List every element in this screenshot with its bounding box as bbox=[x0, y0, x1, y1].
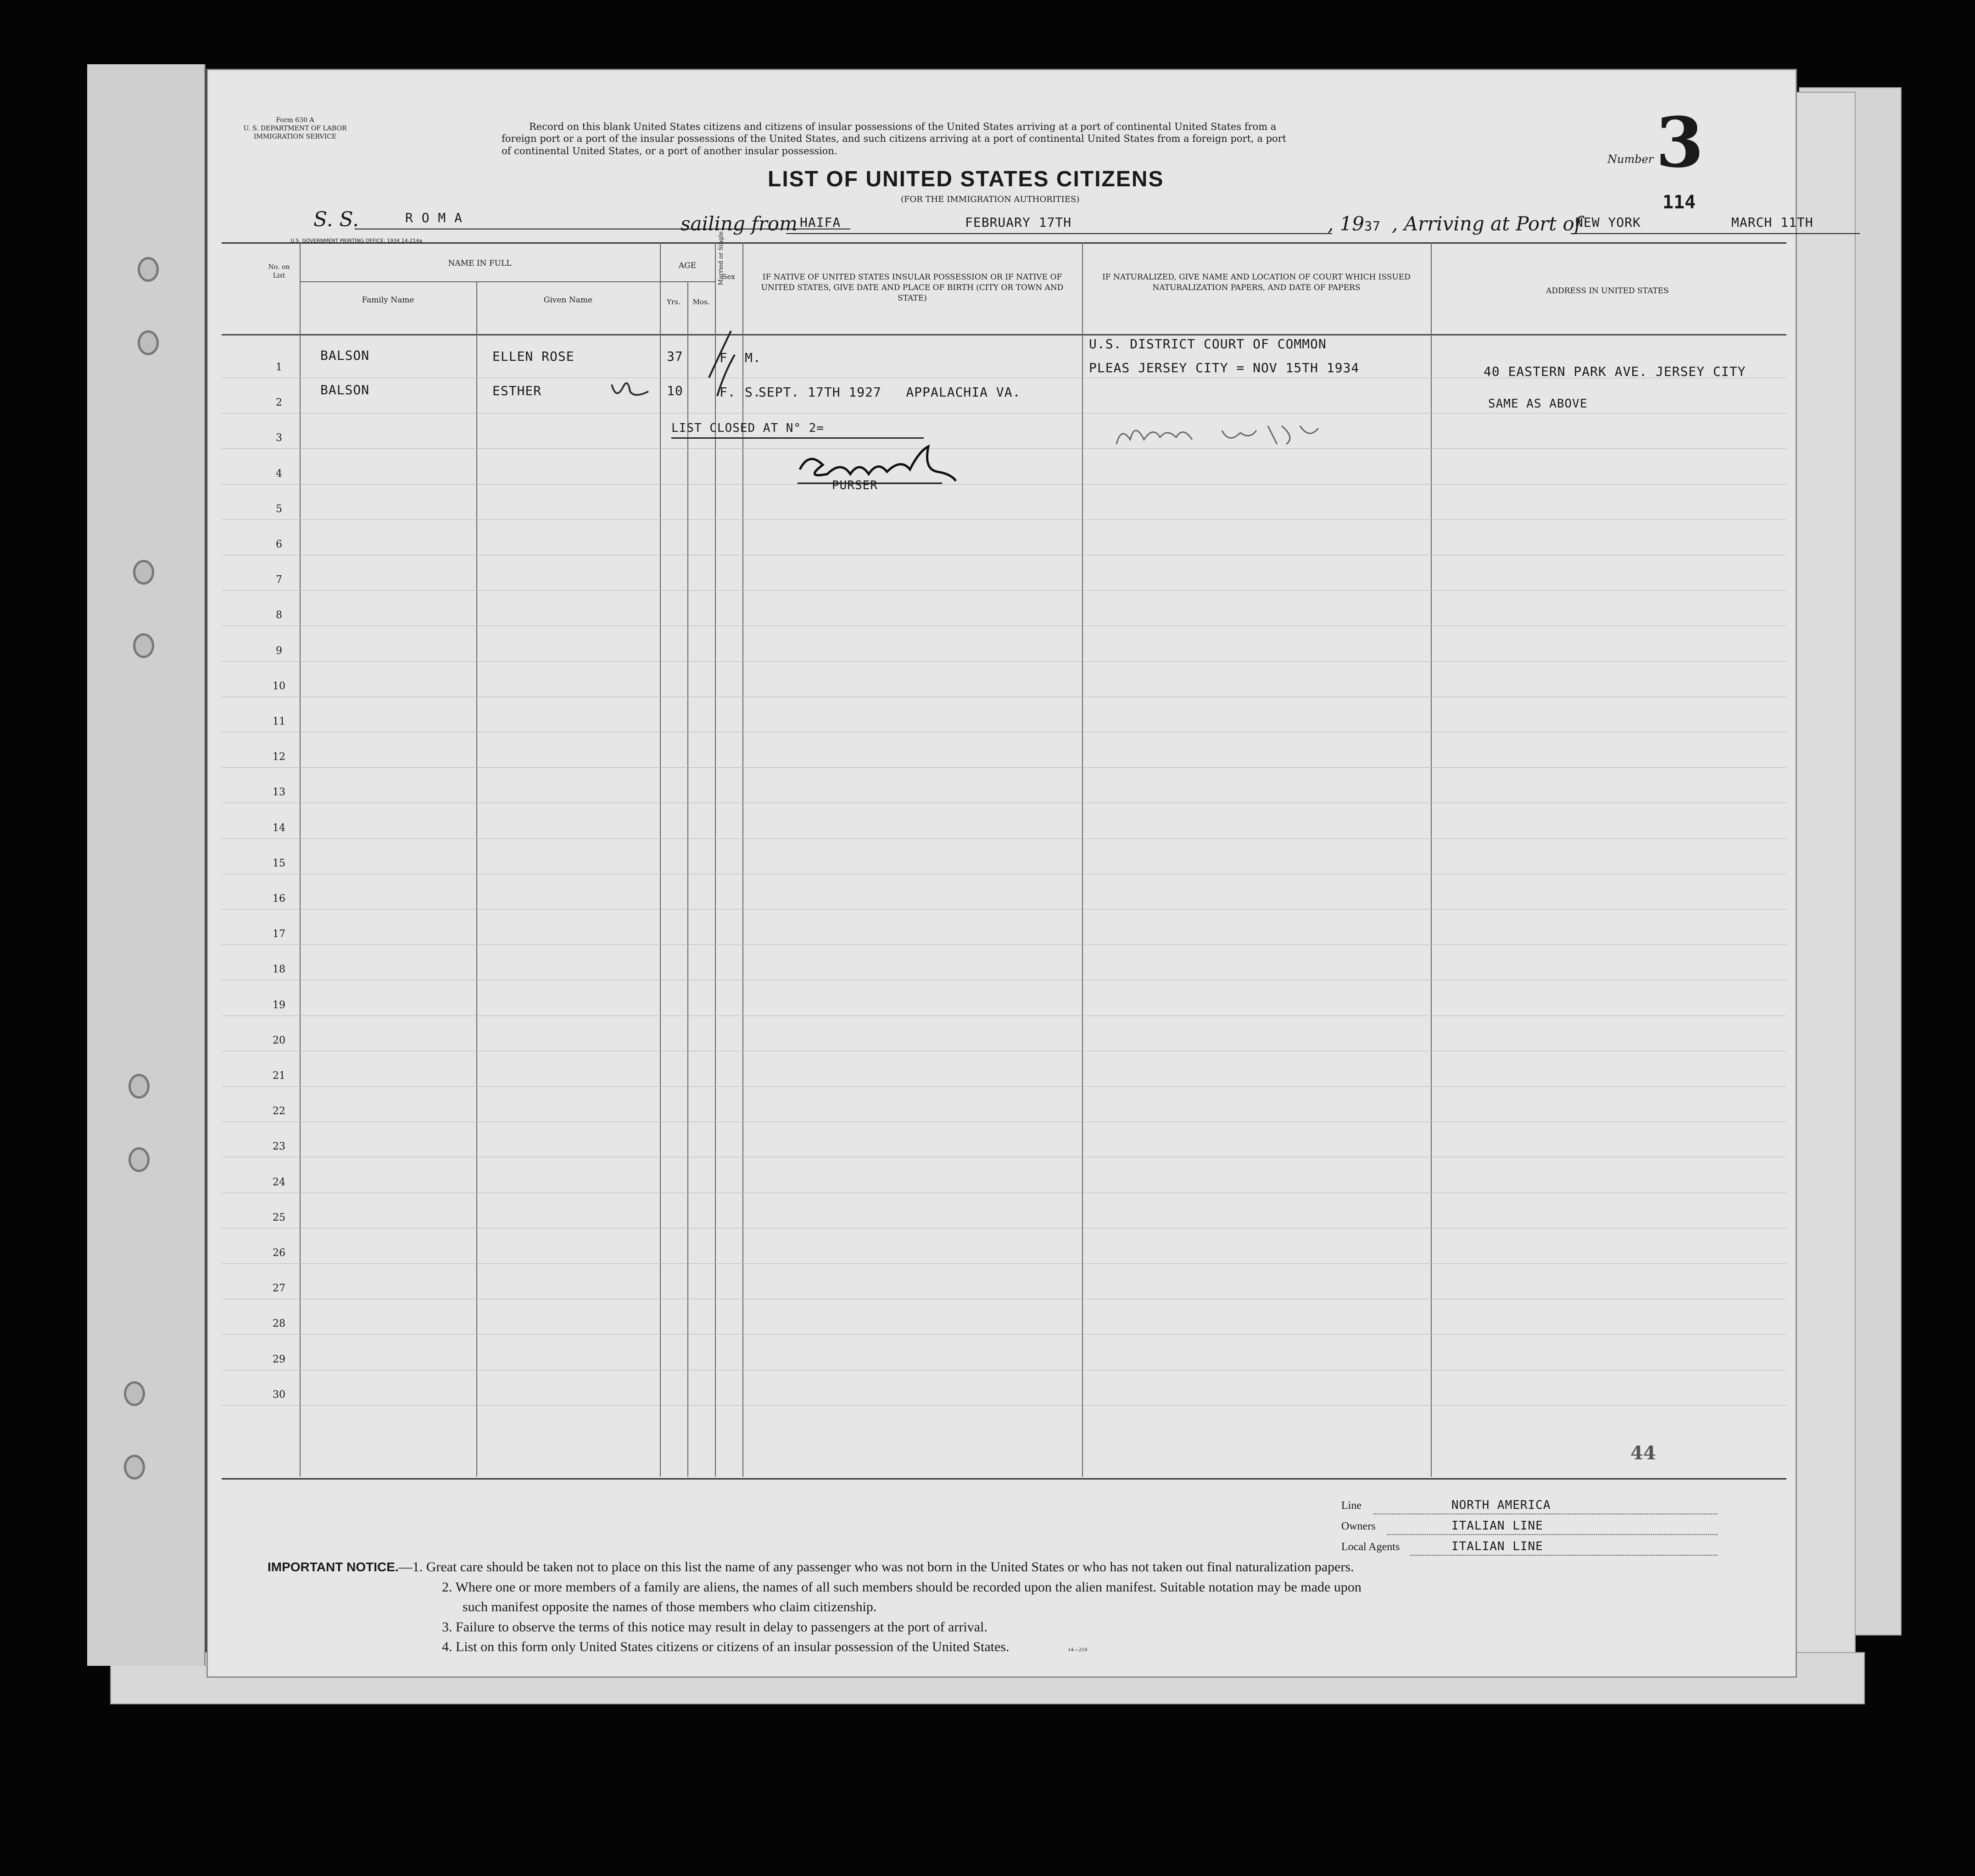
line-underline bbox=[1373, 1513, 1718, 1514]
header-rule bbox=[222, 334, 1786, 335]
binder-hole bbox=[128, 1147, 150, 1172]
year-prefix: , 19 bbox=[1328, 212, 1365, 235]
col-header-address: ADDRESS IN UNITED STATES bbox=[1546, 286, 1669, 296]
age-subrule bbox=[660, 281, 715, 282]
form-id-block bbox=[235, 116, 355, 141]
table-frame bbox=[222, 242, 1786, 1480]
row-1-married: M. bbox=[745, 350, 761, 365]
row-number: 23 bbox=[273, 1141, 285, 1153]
ruled-line bbox=[222, 448, 1786, 449]
owners-value: ITALIAN LINE bbox=[1451, 1519, 1543, 1533]
row-number: 25 bbox=[273, 1212, 285, 1223]
row-number: 4 bbox=[276, 468, 282, 480]
row-number: 21 bbox=[273, 1070, 285, 1082]
row-2-age: 10 bbox=[667, 383, 683, 398]
agents-label: Local Agents bbox=[1341, 1541, 1400, 1553]
col-header-family: Family Name bbox=[362, 296, 414, 305]
row-number: 24 bbox=[273, 1176, 285, 1188]
row-number: 15 bbox=[273, 857, 285, 869]
row-number: 10 bbox=[273, 680, 285, 692]
notice-heading: IMPORTANT NOTICE. bbox=[268, 1560, 399, 1574]
col-rule bbox=[1082, 242, 1083, 1477]
col-header-age: AGE bbox=[678, 261, 697, 270]
row-number: 7 bbox=[276, 574, 282, 586]
number-marker bbox=[1607, 102, 1704, 183]
ledger-binding bbox=[87, 64, 206, 1666]
row-2-married: S. bbox=[745, 385, 761, 400]
line-label: Line bbox=[1341, 1500, 1361, 1512]
binder-hole bbox=[128, 1074, 150, 1099]
row-number: 29 bbox=[273, 1353, 285, 1365]
col-header-given: Given Name bbox=[543, 296, 593, 305]
row-number: 30 bbox=[273, 1389, 285, 1401]
ruled-line bbox=[222, 625, 1786, 626]
row-2-given: ESTHER bbox=[492, 383, 542, 398]
row-number: 13 bbox=[273, 787, 285, 798]
agents-underline bbox=[1410, 1555, 1718, 1556]
row-number: 28 bbox=[273, 1318, 285, 1330]
list-closed-underline bbox=[671, 437, 924, 439]
ruled-line bbox=[222, 519, 1786, 520]
ruled-line bbox=[222, 1086, 1786, 1087]
col-header-naturalized: IF NATURALIZED, GIVE NAME AND LOCATION OF COURT WHICH ISSUED NATURALIZATION PAPERS, AND DATE OF PAPERS bbox=[1102, 273, 1411, 292]
given-name-check-mark bbox=[603, 373, 658, 410]
list-closed-note: LIST CLOSED AT N° 2= bbox=[671, 421, 825, 435]
name-subrule bbox=[300, 281, 660, 282]
departure-underline bbox=[786, 233, 1332, 234]
row-number: 17 bbox=[273, 928, 285, 940]
ruled-line bbox=[222, 590, 1786, 591]
year-value: 37 bbox=[1364, 218, 1381, 234]
departure-port: HAIFA bbox=[800, 215, 841, 230]
arriving-label: , Arriving at Port of bbox=[1392, 212, 1582, 235]
purser-label: PURSER bbox=[832, 479, 878, 492]
binder-hole bbox=[138, 257, 159, 282]
row-number: 26 bbox=[273, 1247, 285, 1259]
row-number: 12 bbox=[273, 751, 285, 763]
col-rule bbox=[300, 242, 301, 1477]
instruction-line: Record on this blank United States citizens and citizens of insular possessions of the United States arriving at a port of continental United States from a bbox=[529, 121, 1277, 132]
row-number: 5 bbox=[276, 503, 282, 515]
row-1-address: 40 EASTERN PARK AVE. JERSEY CITY bbox=[1484, 364, 1746, 379]
row-number: 16 bbox=[273, 893, 285, 904]
number-label: Number bbox=[1607, 153, 1654, 166]
row-number: 6 bbox=[276, 539, 282, 550]
ss-label: S. S. bbox=[313, 208, 359, 231]
page-title: LIST OF UNITED STATES CITIZENS bbox=[768, 167, 1164, 191]
col-header-yrs: Yrs. bbox=[667, 298, 681, 306]
departure-year bbox=[1328, 212, 1381, 235]
sailing-label: sailing from bbox=[681, 212, 798, 235]
departure-date: FEBRUARY 17TH bbox=[965, 215, 1072, 230]
row-number: 2 bbox=[276, 397, 282, 409]
instruction-line: foreign port or a port of the insular possessions of the United States, and such citizens arriving at a port of continental United States from a foreign port, a port bbox=[502, 133, 1287, 145]
ruled-line bbox=[222, 838, 1786, 839]
ruled-line bbox=[222, 484, 1786, 485]
row-number: 20 bbox=[273, 1034, 285, 1046]
handwritten-annotation bbox=[1103, 412, 1360, 463]
notice-item: 3. Failure to observe the terms of this notice may result in delay to passengers at the port of arrival. bbox=[442, 1619, 988, 1635]
form-code: 14—214 bbox=[1067, 1646, 1087, 1653]
instruction-line: of continental United States, or a port of another insular possession. bbox=[502, 145, 837, 156]
owners-underline bbox=[1387, 1534, 1718, 1535]
row-1-sex: F. bbox=[720, 350, 736, 365]
arrival-date: MARCH 11TH bbox=[1731, 215, 1813, 230]
department-name: U. S. DEPARTMENT OF LABOR bbox=[243, 125, 347, 133]
row-2-family: BALSON bbox=[320, 382, 370, 397]
col-header-mos: Mos. bbox=[692, 298, 710, 306]
col-rule bbox=[1431, 242, 1432, 1477]
owners-label: Owners bbox=[1341, 1520, 1376, 1532]
binder-hole bbox=[133, 633, 154, 658]
row-1-naturalized-2: PLEAS JERSEY CITY = NOV 15TH 1934 bbox=[1089, 360, 1360, 375]
col-header-no: No. on List bbox=[268, 263, 290, 279]
binder-hole bbox=[124, 1381, 145, 1406]
col-rule bbox=[660, 242, 661, 1477]
ruled-line bbox=[222, 767, 1786, 768]
manifest-sheet bbox=[206, 69, 1813, 1678]
row-2-birth: SEPT. 17TH 1927 APPALACHIA VA. bbox=[759, 385, 1021, 400]
ruled-line bbox=[222, 909, 1786, 910]
col-header-married: Married or Single bbox=[718, 231, 725, 285]
handwritten-count: 44 bbox=[1630, 1442, 1656, 1464]
important-notice bbox=[268, 1557, 1768, 1657]
form-number: Form 630 A bbox=[276, 117, 314, 124]
row-number: 19 bbox=[273, 999, 285, 1011]
col-rule bbox=[476, 281, 477, 1477]
notice-item: 2. Where one or more members of a family are aliens, the names of all such members should be recorded upon the alien manifest. Suitable notation may be made upon bbox=[442, 1579, 1361, 1595]
arrival-underline bbox=[1571, 233, 1860, 234]
page-subtitle: (FOR THE IMMIGRATION AUTHORITIES) bbox=[901, 195, 1080, 204]
row-number: 18 bbox=[273, 964, 285, 976]
col-rule bbox=[687, 281, 688, 1477]
binder-hole bbox=[124, 1455, 145, 1480]
row-2-address: SAME AS ABOVE bbox=[1488, 397, 1588, 411]
row-number: 1 bbox=[276, 362, 282, 373]
service-name: IMMIGRATION SERVICE bbox=[253, 133, 337, 141]
agents-value: ITALIAN LINE bbox=[1451, 1540, 1543, 1553]
row-number: 9 bbox=[276, 645, 282, 657]
ship-name: R O M A bbox=[405, 210, 463, 225]
row-1-given: ELLEN ROSE bbox=[492, 349, 575, 364]
row-number: 14 bbox=[273, 822, 285, 834]
purser-signature bbox=[791, 442, 965, 492]
ruled-line bbox=[222, 661, 1786, 662]
binder-hole bbox=[138, 330, 159, 355]
row-2-sex: F. bbox=[720, 385, 736, 400]
form-instructions bbox=[502, 121, 1722, 157]
row-number: 11 bbox=[273, 716, 285, 727]
line-value: NORTH AMERICA bbox=[1451, 1498, 1551, 1512]
row-1-naturalized-1: U.S. DISTRICT COURT OF COMMON bbox=[1089, 336, 1327, 352]
page-number: 114 bbox=[1663, 192, 1696, 213]
number-value: 3 bbox=[1656, 102, 1704, 183]
age-check-marks bbox=[703, 327, 759, 410]
row-number: 27 bbox=[273, 1283, 285, 1295]
row-number: 22 bbox=[273, 1106, 285, 1117]
row-number: 8 bbox=[276, 609, 282, 621]
row-1-age: 37 bbox=[667, 349, 683, 364]
binder-hole bbox=[133, 560, 154, 585]
ruled-line bbox=[222, 944, 1786, 945]
col-header-birth: IF NATIVE OF UNITED STATES INSULAR POSSESSION OR IF NATIVE OF UNITED STATES, GIVE DATE AND PLACE OF BIRTH (CITY OR TOWN AND STATE) bbox=[761, 273, 1064, 303]
col-header-name: NAME IN FULL bbox=[448, 259, 512, 268]
ruled-line bbox=[222, 1405, 1786, 1406]
notice-item: such manifest opposite the names of those members who claim citizenship. bbox=[463, 1599, 877, 1614]
arrival-port: NEW YORK bbox=[1575, 215, 1641, 230]
row-1-family: BALSON bbox=[320, 348, 370, 363]
printing-office-note: U.S. GOVERNMENT PRINTING OFFICE: 1934 14-214a bbox=[290, 238, 423, 244]
row-number: 3 bbox=[276, 432, 282, 444]
col-header-sex: Sex bbox=[722, 273, 735, 281]
notice-item: 4. List on this form only United States citizens or citizens of an insular possession of the United States. bbox=[442, 1639, 1010, 1654]
ruled-line bbox=[222, 1263, 1786, 1264]
notice-item: —1. Great care should be taken not to place on this list the name of any passenger who was not born in the United States or who has not taken out final naturalization papers. bbox=[398, 1559, 1354, 1574]
